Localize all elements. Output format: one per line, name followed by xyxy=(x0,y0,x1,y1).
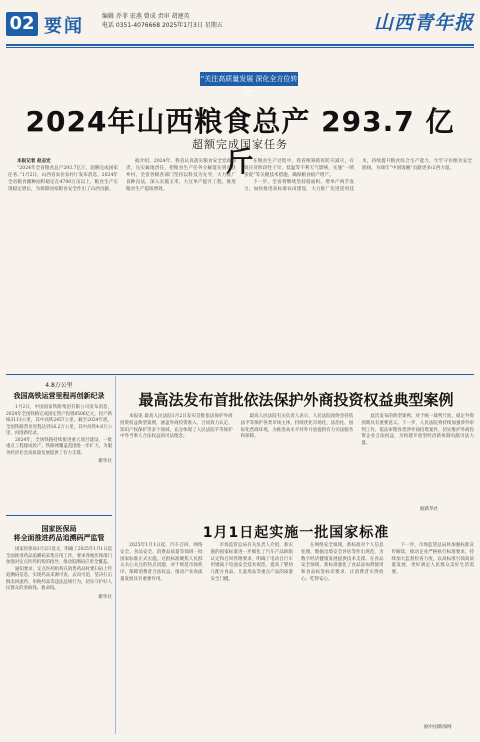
lead-subheadline: 超额完成国家任务 xyxy=(192,138,288,151)
sidebar-credit: 新华社 xyxy=(98,459,112,464)
lead-article-body xyxy=(8,158,472,372)
column-divider xyxy=(115,376,116,734)
sidebar-divider xyxy=(6,515,112,516)
lead-headline: 2024年山西粮食总产 293.7 亿斤 xyxy=(25,105,455,178)
article3-credit: 据中国新闻网 xyxy=(424,725,452,730)
article2-paragraph: 最高人民法院有关负责人表示，人民法院始终坚持依法平等保护各类市场主体，持续优化市场化、法治化、国际化营商环境，为推进高水平对外开放提供有力司法服务和保障。 xyxy=(240,414,354,440)
lead-paragraph: 在粮食生产过程中，我省统筹抓好防灾减灾，有效应对阶段性干旱、低温等不利天气影响，实施“一喷多促”等关键技术措施，确保粮食稳产增产。 xyxy=(244,159,354,178)
lead-paragraph: “2024年全省粮食总产293.7亿斤，超额完成国家任务。”1月2日，山西省农业农村厅发布消息，2024年全省粮食播种面积稳定在4700万亩以上，粮食生产实现稳定增长，为保障国家粮食安全作出了山西贡献。 xyxy=(8,166,118,192)
sidebar-article-medical xyxy=(6,522,112,600)
lead-byline: 本报记者 赵志宏 xyxy=(17,159,51,164)
sidebar-kicker: 4.8万公里 xyxy=(45,382,73,389)
section-title: 要闻 xyxy=(44,16,84,37)
sidebar-headline: 我国高铁运营里程再创新纪录 xyxy=(13,392,105,400)
sidebar-headline: 国家医保局 将全面推进药品追溯码严监管 xyxy=(13,525,105,542)
lead-paragraph: 下一步，全省将继续坚持稳面积、增单产两手发力，加快推进高标准农田建设，大力推广先进适用技术，持续提升粮食综合生产能力，牢牢守住粮食安全底线，为端牢“中国饭碗”贡献更多山西力量。 xyxy=(244,159,472,192)
masthead xyxy=(6,8,474,44)
sidebar-credit: 新华社 xyxy=(98,594,112,600)
article2-paragraph: 本报讯 最高人民法院1月2日发布首批依法保护外商投资权益典型案例，涵盖外商投资准入、合同效力认定、知识产权保护等多个领域，充分体现了人民法院平等保护中外当事人合法权益的司法理念。 xyxy=(120,414,233,440)
editor-line-2: 电话 0351-4076668 2025年1月3日 星期五 xyxy=(102,22,223,29)
sidebar-paragraph: 国家医保局1月2日发文，明确了2025年1月1日起全面推进药品追溯码采集应用工作，要求各地医保部门加强对定点医药机构的指导，推动追溯码应用全覆盖。 xyxy=(6,547,112,565)
page-number: 02 xyxy=(6,12,38,36)
sidebar-body xyxy=(6,405,112,457)
article3-headline: 1月1日起实施一批国家标准 xyxy=(202,525,390,541)
lead-paragraph: 据介绍，2024年，我省认真落实粮食安全党政同责，压实属地责任，把粮食生产任务分解落实到市县乡村。全省各级各部门坚持以科技为先导，大力推广良种良法，深入实施玉米、大豆单产提升工程，推进粮食生产提质增效。 xyxy=(126,159,236,192)
article2-credit: 据新华社 xyxy=(420,507,439,512)
article3-paragraph: 在网络安全领域，新标准对个人信息处理、数据出境安全评估等作出规范，为数字经济健康发展提供技术支撑。在食品安全领域，新标准强化了食品添加剂使用和食品标签标识要求，让消费者买得放心、吃得安心。 xyxy=(301,543,384,582)
masthead-divider xyxy=(6,44,474,46)
article3-body xyxy=(120,543,474,729)
section-divider xyxy=(6,374,474,375)
sidebar-body xyxy=(6,547,112,593)
topic-banner: “关注高质量发展 深化全方位转型” xyxy=(200,72,298,86)
sidebar-paragraph: 2024年，全国铁路持续推进重大项目建设，一批重点工程建成投产，铁路网覆盖范围进一步扩大，为服务经济社会高质量发展提供了有力支撑。 xyxy=(6,437,112,456)
sidebar-paragraph: 通知要求，定点医药机构在销售药品时要扫码上传追溯码信息，实现药品来源可查、去向可追，坚决打击倒卖回流药、串换药品等违法违规行为，切实守护好人民群众的看病钱、救命钱。 xyxy=(6,566,112,591)
article2-body xyxy=(120,414,474,512)
article3-paragraph: 2025年1月1日起，汽车召回、网络安全、食品安全、消费品质量等领域一批国家标准正式实施。这批标准聚焦人民群众关心关注的热点问题，对于规范市场秩序、保障消费者合法权益、推动产业高质量发展具有重要作用。 xyxy=(120,543,203,582)
newspaper-logo: 山西青年报 xyxy=(373,12,474,34)
masthead-divider-thin xyxy=(6,47,474,48)
article3-paragraph: 市场监管总局有关负责人介绍，新实施的国家标准进一步细化了汽车产品缺陷认定和召回管理要求，明确了电动自行车用锂离子电池安全技术规范，提高了婴幼儿配方食品、儿童用品等重点产品的质量安全门槛。 xyxy=(210,543,293,582)
editor-info xyxy=(102,12,223,30)
sidebar-article-railway xyxy=(6,380,112,464)
article3-paragraph: 下一步，市场监管总局将加强标准宣传解读，推动企业严格执行标准要求，持续加大监督检查力度，以高标准引领高质量发展，更好满足人民群众美好生活需要。 xyxy=(391,543,474,576)
article2-paragraph: 此次发布的典型案例，对于统一裁判尺度、稳定外资预期具有重要意义。下一步，人民法院将持续加强涉外审判工作，依法审理各类涉外商投资案件，切实维护外商投资企业合法权益，为构建开放型经济新体制贡献司法力量。 xyxy=(361,414,474,447)
article2-headline: 最高法发布首批依法保护外商投资权益典型案例 xyxy=(138,391,454,409)
editor-line-1: 编辑 乔菲 宏燕 曾成 责审 胡建英 xyxy=(102,13,190,20)
sidebar-paragraph: 1月2日，中国国家铁路集团有限公司发布消息，2024年全国铁路完成固定资产投资8506亿元，投产新线3113公里，其中高铁2457公里。截至2024年底，全国铁路营业里程达到16.2万公里，其中高铁4.8万公里，再创新纪录。 xyxy=(6,405,112,436)
